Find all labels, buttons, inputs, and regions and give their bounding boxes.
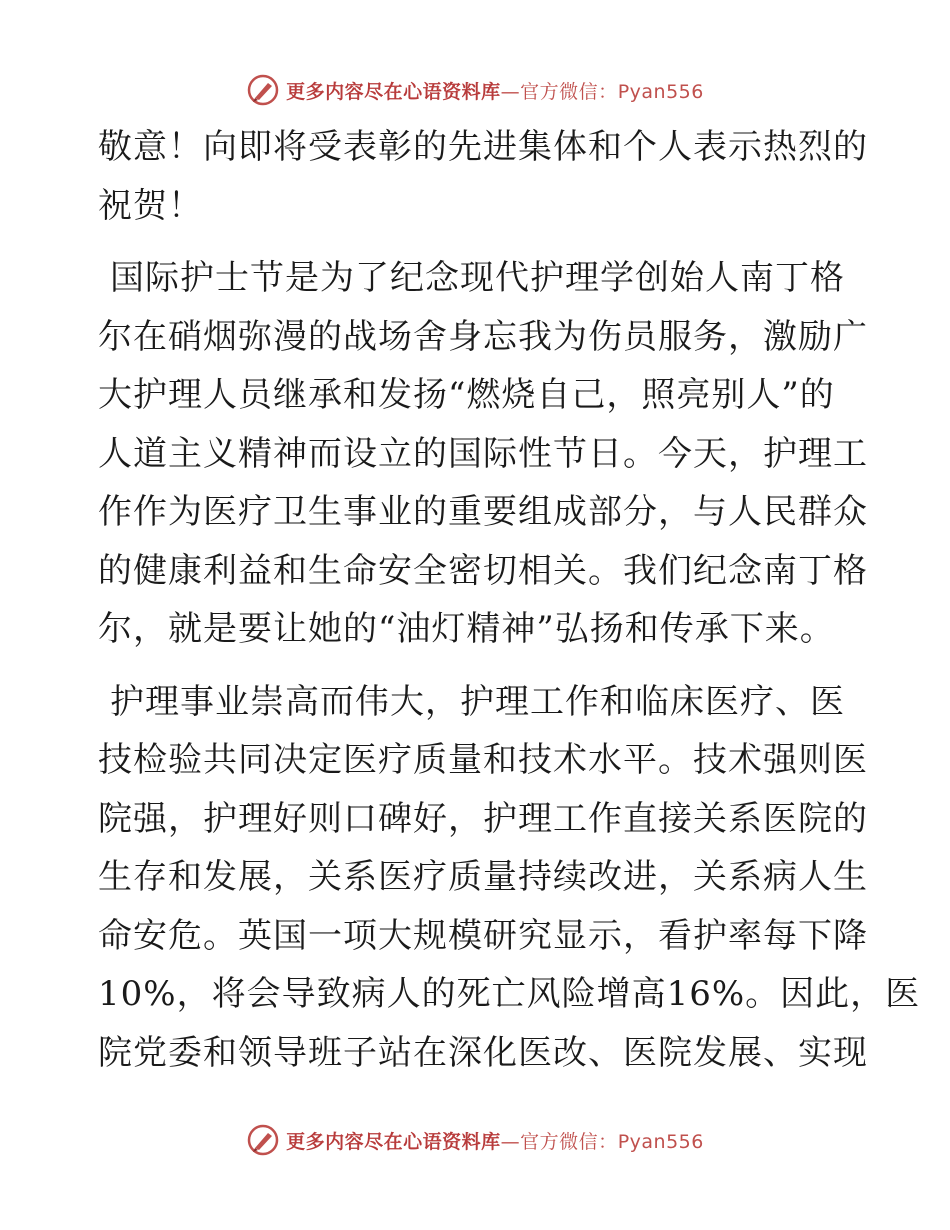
text-line: 作作为医疗卫生事业的重要组成部分，与人民群众 (98, 492, 868, 532)
footer-watermark (0, 1120, 950, 1160)
text-line: 人道主义精神而设立的国际性节日。今天，护理工 (98, 433, 868, 474)
quill-pen-logo-icon (246, 1123, 280, 1157)
quill-pen-logo-icon (246, 73, 280, 107)
document-body (98, 118, 921, 1096)
text-line: 尔在硝烟弥漫的战场舍身忘我为伤员服务，激励广 (98, 316, 868, 357)
text-line: 护理事业崇高而伟大，护理工作和临床医疗、医 (110, 681, 845, 722)
watermark-wechat-id: Pyan556 (617, 80, 704, 103)
watermark-dash: — (500, 80, 521, 103)
text-line: 院党委和领导班子站在深化医改、医院发展、实现 (98, 1032, 868, 1073)
text-line: 大护理人员继承和发扬“燃烧自己，照亮别人”的 (98, 375, 835, 415)
watermark-text (286, 77, 704, 104)
watermark-prefix: 更多内容尽在心语资料库 (286, 80, 501, 103)
paragraph (98, 118, 868, 235)
watermark-prefix: 更多内容尽在心语资料库 (286, 1130, 501, 1153)
text-line: 尔，就是要让她的“油灯精神”弘扬和传承下来。 (98, 609, 835, 649)
text-line: 技检验共同决定医疗质量和技术水平。技术强则医 (98, 740, 868, 780)
watermark-group (246, 1123, 704, 1157)
text-line: 敬意！向即将受表彰的先进集体和个人表示热烈的 (98, 127, 868, 167)
text-line: 院强，护理好则口碑好，护理工作直接关系医院的 (98, 798, 868, 839)
text-line: 命安危。英国一项大规模研究显示，看护率每下降 (98, 915, 868, 956)
header-watermark (0, 70, 950, 110)
watermark-wechat-id: Pyan556 (617, 1130, 704, 1153)
paragraph (98, 249, 868, 659)
text-line: 10%，将会导致病人的死亡风险增高16%。因此，医 (98, 974, 921, 1014)
watermark-text (286, 1127, 704, 1154)
watermark-suffix: 官方微信： (520, 80, 618, 103)
text-line: 的健康利益和生命安全密切相关。我们纪念南丁格 (98, 550, 868, 591)
watermark-group (246, 73, 704, 107)
watermark-suffix: 官方微信： (520, 1130, 618, 1153)
paragraph (98, 673, 921, 1083)
text-line: 生存和发展，关系医疗质量持续改进，关系病人生 (98, 857, 868, 897)
watermark-dash: — (500, 1130, 521, 1153)
text-line: 祝贺！ (98, 185, 203, 226)
text-line: 国际护士节是为了纪念现代护理学创始人南丁格 (110, 258, 845, 298)
